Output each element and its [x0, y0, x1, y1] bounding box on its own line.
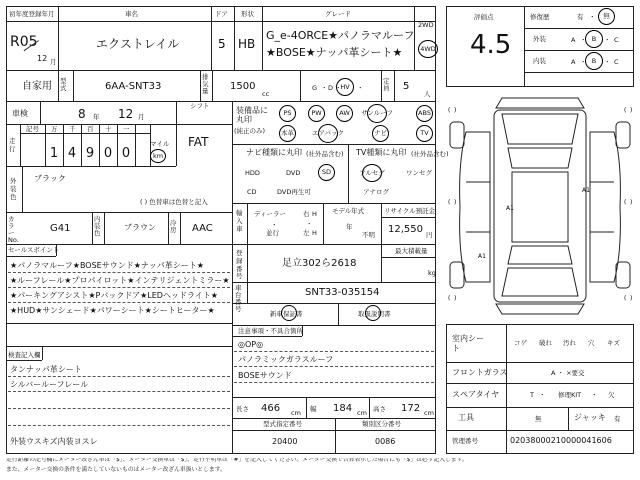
reg-month-unit: 月: [50, 58, 57, 66]
model-value: 6AA-SNT33: [105, 81, 162, 92]
inspection-label: 車検: [12, 109, 28, 118]
sales-points-label: セールスポイント: [8, 246, 60, 254]
equip-sunroof-circled: サンルーフ: [367, 104, 387, 123]
sales-point-2: ★ルーフレール★プロパイロット★インテリジェントミラー★: [10, 276, 230, 285]
exterior-value: ブラック: [34, 174, 66, 183]
navi-dvd-play: DVD再生可: [277, 188, 311, 196]
sales-point-1: ★パノラマルーフ★BOSEサウンド★ナッパ革シート★: [10, 261, 204, 270]
seat-kizu: キズ: [607, 339, 620, 347]
recycle-label: リサイクル預託金: [384, 207, 436, 215]
notes-line-3: BOSEサウンド: [238, 371, 292, 380]
grade-line2: ★BOSE★ナッパ革シート★: [266, 46, 403, 59]
reg-year-label: 初年度登録年月: [9, 10, 55, 18]
shift-label: シフト: [190, 102, 210, 110]
seat-yabure: 破れ: [539, 339, 552, 347]
width-value: 184: [333, 403, 353, 414]
car-damage-diagram: [446, 92, 634, 320]
mileage-digit-4: 0: [103, 146, 113, 161]
width-unit: cm: [357, 409, 367, 417]
length-value: 466: [261, 403, 281, 414]
interior-color-label: 内装色: [94, 215, 101, 238]
svg-text:): ): [454, 107, 457, 114]
interior-grade-label: 内装: [533, 57, 546, 65]
model-year-label: モデル年式: [332, 207, 365, 215]
tv-section-sublabel: (社外品含む): [411, 150, 449, 158]
model-no-value: 20400: [272, 437, 298, 446]
category-no-value: 0086: [375, 437, 396, 446]
capacity-unit: 人: [424, 90, 431, 98]
footer-note-1: 走行距離の記号欄にメーター改ざん車は「$」、メーター交換車は「$」、走行不明車は「#」を記入してください。メーター交換で合算表示した場合にも「$」は必ず記入します。: [6, 458, 468, 463]
spare-tire-repair-kit: 修理KIT: [558, 391, 582, 399]
svg-text:(: (: [448, 107, 451, 114]
mileage-label: 走行: [9, 137, 16, 153]
drive-2wd: 2WD: [418, 21, 434, 29]
marker-a1-right: A1: [582, 187, 590, 194]
seat-yogore: 汚れ: [563, 339, 576, 347]
shape-label: 形状: [241, 10, 254, 18]
management-label: 管理番号: [452, 437, 478, 445]
grade-line1: G_e-4ORCE★パノラマルーフ: [266, 29, 415, 42]
svg-text:): ): [454, 199, 457, 206]
fuel-d: D: [328, 84, 334, 92]
max-load-label: 最大積載量: [395, 247, 428, 255]
chassis-label: 車台番号: [235, 284, 242, 314]
repair-history-label: 修復歴: [530, 13, 550, 21]
drive-4wd-circled: 4WD: [418, 40, 438, 58]
import-left-unit: H: [312, 229, 317, 237]
inspection-year-unit: 年: [93, 113, 100, 121]
inspector-line-3: 外装ウスキズ内装ヨスレ: [10, 437, 98, 446]
mileage-digit-2: 4: [67, 146, 77, 161]
spare-tire-t: T: [530, 391, 534, 399]
warranty-doc: 新車保証書: [270, 310, 303, 318]
jack-label: ジャッキ: [574, 413, 606, 422]
score-value: 4.5: [470, 30, 512, 60]
sales-point-3: ★パーキングアシスト★Pバックドア★LEDヘッドライト★: [10, 291, 218, 300]
exterior-grade-a: A: [571, 36, 576, 44]
footer-note-2: また、メーター交換の条件を満たしていないものはメーター改ざん車扱いとします。: [6, 467, 226, 473]
import-right: 右: [303, 210, 310, 218]
spare-tire-label: スペアタイヤ: [452, 390, 500, 399]
inspector-line-2: シルバールーフレール: [10, 380, 89, 389]
repair-yes: 有: [577, 13, 584, 21]
notes-label: 注意事項・不具合箇所: [238, 327, 303, 335]
equip-pw-circled: PW: [308, 105, 325, 122]
svg-text:): ): [630, 295, 633, 302]
car-name-label: 車名: [125, 10, 138, 18]
import-label: 輸入車: [236, 209, 243, 233]
warranty-circle-mark: [281, 305, 297, 321]
svg-text:(: (: [448, 199, 451, 206]
length-unit: cm: [291, 409, 301, 417]
equip-leather-circled: 本革: [279, 125, 296, 142]
height-unit: cm: [424, 409, 434, 417]
usage-value: 自家用: [22, 81, 52, 92]
exterior-grade-c: C: [614, 36, 619, 44]
equip-abs-circled: ABS: [416, 105, 433, 122]
capacity-label: 定員: [383, 77, 390, 92]
height-label: 高さ: [373, 405, 386, 413]
navi-sd-circled: SD: [318, 164, 335, 181]
interior-color-value: ブラウン: [124, 223, 156, 232]
svg-text:(: (: [624, 295, 627, 302]
tv-fullseg-circled: フルセグ: [362, 164, 382, 182]
equip-airbag-circled: エアバック: [318, 124, 338, 143]
inspection-year: 8: [78, 107, 86, 121]
mileage-digit-5: 0: [121, 146, 131, 161]
exterior-label: 外装色: [10, 177, 17, 201]
place-ju: 十: [105, 125, 112, 133]
registration-value: 足立302ら2618: [282, 258, 357, 269]
inspector-line-1: タンナッパ革シート: [10, 365, 82, 374]
place-man: 万: [51, 125, 58, 133]
inspector-label: 検査記入欄: [8, 351, 41, 359]
interior-grade-a: A: [571, 58, 576, 66]
model-label: 型式: [60, 77, 67, 92]
interior-grade-c: C: [614, 58, 619, 66]
front-glass-value: A ・ ×要交: [551, 369, 585, 377]
svg-text:): ): [630, 199, 633, 206]
repair-no-circled: 無: [598, 8, 615, 25]
place-sen: 千: [69, 125, 76, 133]
chassis-value: SNT33-035154: [305, 287, 380, 298]
management-value: 02038000210000041606: [510, 436, 612, 445]
import-dealer: ディーラー: [254, 210, 286, 218]
tv-oneseg: ワンセグ: [406, 169, 432, 177]
svg-text:(: (: [624, 199, 627, 206]
unit-km-circled: km: [150, 149, 166, 163]
place-hyaku: 百: [87, 125, 94, 133]
displacement-label: 排気量: [202, 73, 209, 96]
equip-aw-circled: AW: [336, 105, 353, 122]
place-ichi: 一: [123, 125, 130, 133]
navi-section-sublabel: (社外品含む): [306, 150, 344, 158]
model-year-unknown: 不明: [362, 231, 375, 239]
capacity-value: 5: [403, 81, 410, 92]
interior-seat-label: 室内シート: [452, 334, 484, 354]
exterior-note: ( ) 色替車は色替と記入: [140, 198, 208, 206]
import-parallel: 並行: [266, 229, 279, 237]
equip-tv-circled: TV: [416, 125, 433, 142]
tv-section-label: TV種類に丸印: [356, 148, 407, 157]
aircon-value: AAC: [192, 223, 213, 234]
navi-cd: CD: [247, 188, 257, 196]
mileage-digit-3: 9: [85, 146, 95, 161]
svg-text:(: (: [624, 107, 627, 114]
model-year-unit: 年: [346, 223, 353, 231]
navi-hdd: HDD: [245, 169, 260, 177]
recycle-value: 12,550: [388, 224, 423, 235]
width-label: 幅: [310, 405, 317, 413]
equipment-sublabel: (純正のみ): [234, 127, 266, 135]
aircon-label: 冷房: [170, 219, 177, 235]
color-no-value: G41: [50, 223, 71, 234]
registration-label: 登録番号: [236, 249, 243, 281]
fuel-hv-circled: HV: [336, 78, 354, 96]
marker-a1-left: A1: [506, 205, 514, 212]
equipment-label: 装備品に丸印: [236, 106, 268, 125]
car-name-value: エクストレイル: [96, 37, 180, 51]
front-glass-label: フロントガラス: [452, 368, 508, 377]
reg-year-value: R05: [10, 34, 38, 50]
svg-text:): ): [630, 107, 633, 114]
manual-doc: 取扱説明書: [358, 310, 391, 318]
manual-circle-mark: [365, 305, 381, 321]
equip-navi-circled: ナビ: [372, 125, 389, 142]
navi-dvd: DVD: [286, 169, 301, 177]
height-value: 172: [401, 403, 421, 414]
shape-value: HB: [238, 37, 256, 51]
sales-point-4: ★HUD★サンシェード★パワーシート★シートヒーター★: [10, 306, 215, 315]
svg-text:(: (: [448, 295, 451, 302]
interior-grade-b-circled: B: [585, 52, 603, 70]
import-right-unit: H: [312, 210, 317, 218]
notes-line-2: パノラミックガラスルーフ: [238, 355, 334, 364]
grade-label: グレード: [325, 10, 351, 18]
length-label: 長さ: [236, 405, 249, 413]
seat-koge: コゲ: [514, 339, 527, 347]
reg-month-value: 12: [37, 54, 48, 63]
jack-value: 有: [614, 415, 621, 423]
spare-tire-missing: 欠: [608, 391, 615, 399]
recycle-unit: 円: [426, 231, 433, 239]
score-label: 評価点: [474, 13, 494, 21]
mileage-digit-1: 1: [49, 146, 59, 161]
doors-value: 5: [218, 37, 226, 51]
tv-analog: アナログ: [363, 188, 389, 196]
category-no-label: 類別区分番号: [362, 420, 401, 428]
navi-section-label: ナビ種類に丸印: [246, 148, 302, 157]
seat-ana: 穴: [588, 339, 595, 347]
model-no-label: 型式指定番号: [263, 420, 302, 428]
equip-ps-circled: PS: [279, 105, 296, 122]
displacement-value: 1500: [230, 81, 256, 92]
marker-a1-lower: A1: [478, 253, 486, 260]
fuel-g: G: [312, 84, 318, 92]
inspection-month: 12: [118, 107, 134, 121]
doors-label: ドア: [215, 10, 228, 18]
import-left: 左: [303, 229, 310, 237]
notes-line-1: ◎OP◎: [238, 340, 264, 349]
tools-label: 工具: [458, 413, 474, 422]
exterior-grade-b-circled: B: [585, 30, 603, 48]
color-no-label: カラーNo.: [8, 215, 19, 245]
tools-value: 無: [535, 415, 542, 423]
exterior-grade-label: 外装: [533, 35, 546, 43]
shift-value: FAT: [188, 135, 209, 149]
svg-text:): ): [454, 295, 457, 302]
displacement-unit: cc: [262, 90, 270, 98]
mileage-memo-label: 記号: [26, 125, 39, 133]
inspection-month-unit: 月: [138, 113, 145, 121]
unit-mile: マイル: [150, 140, 170, 148]
max-load-unit: kg: [428, 269, 436, 277]
